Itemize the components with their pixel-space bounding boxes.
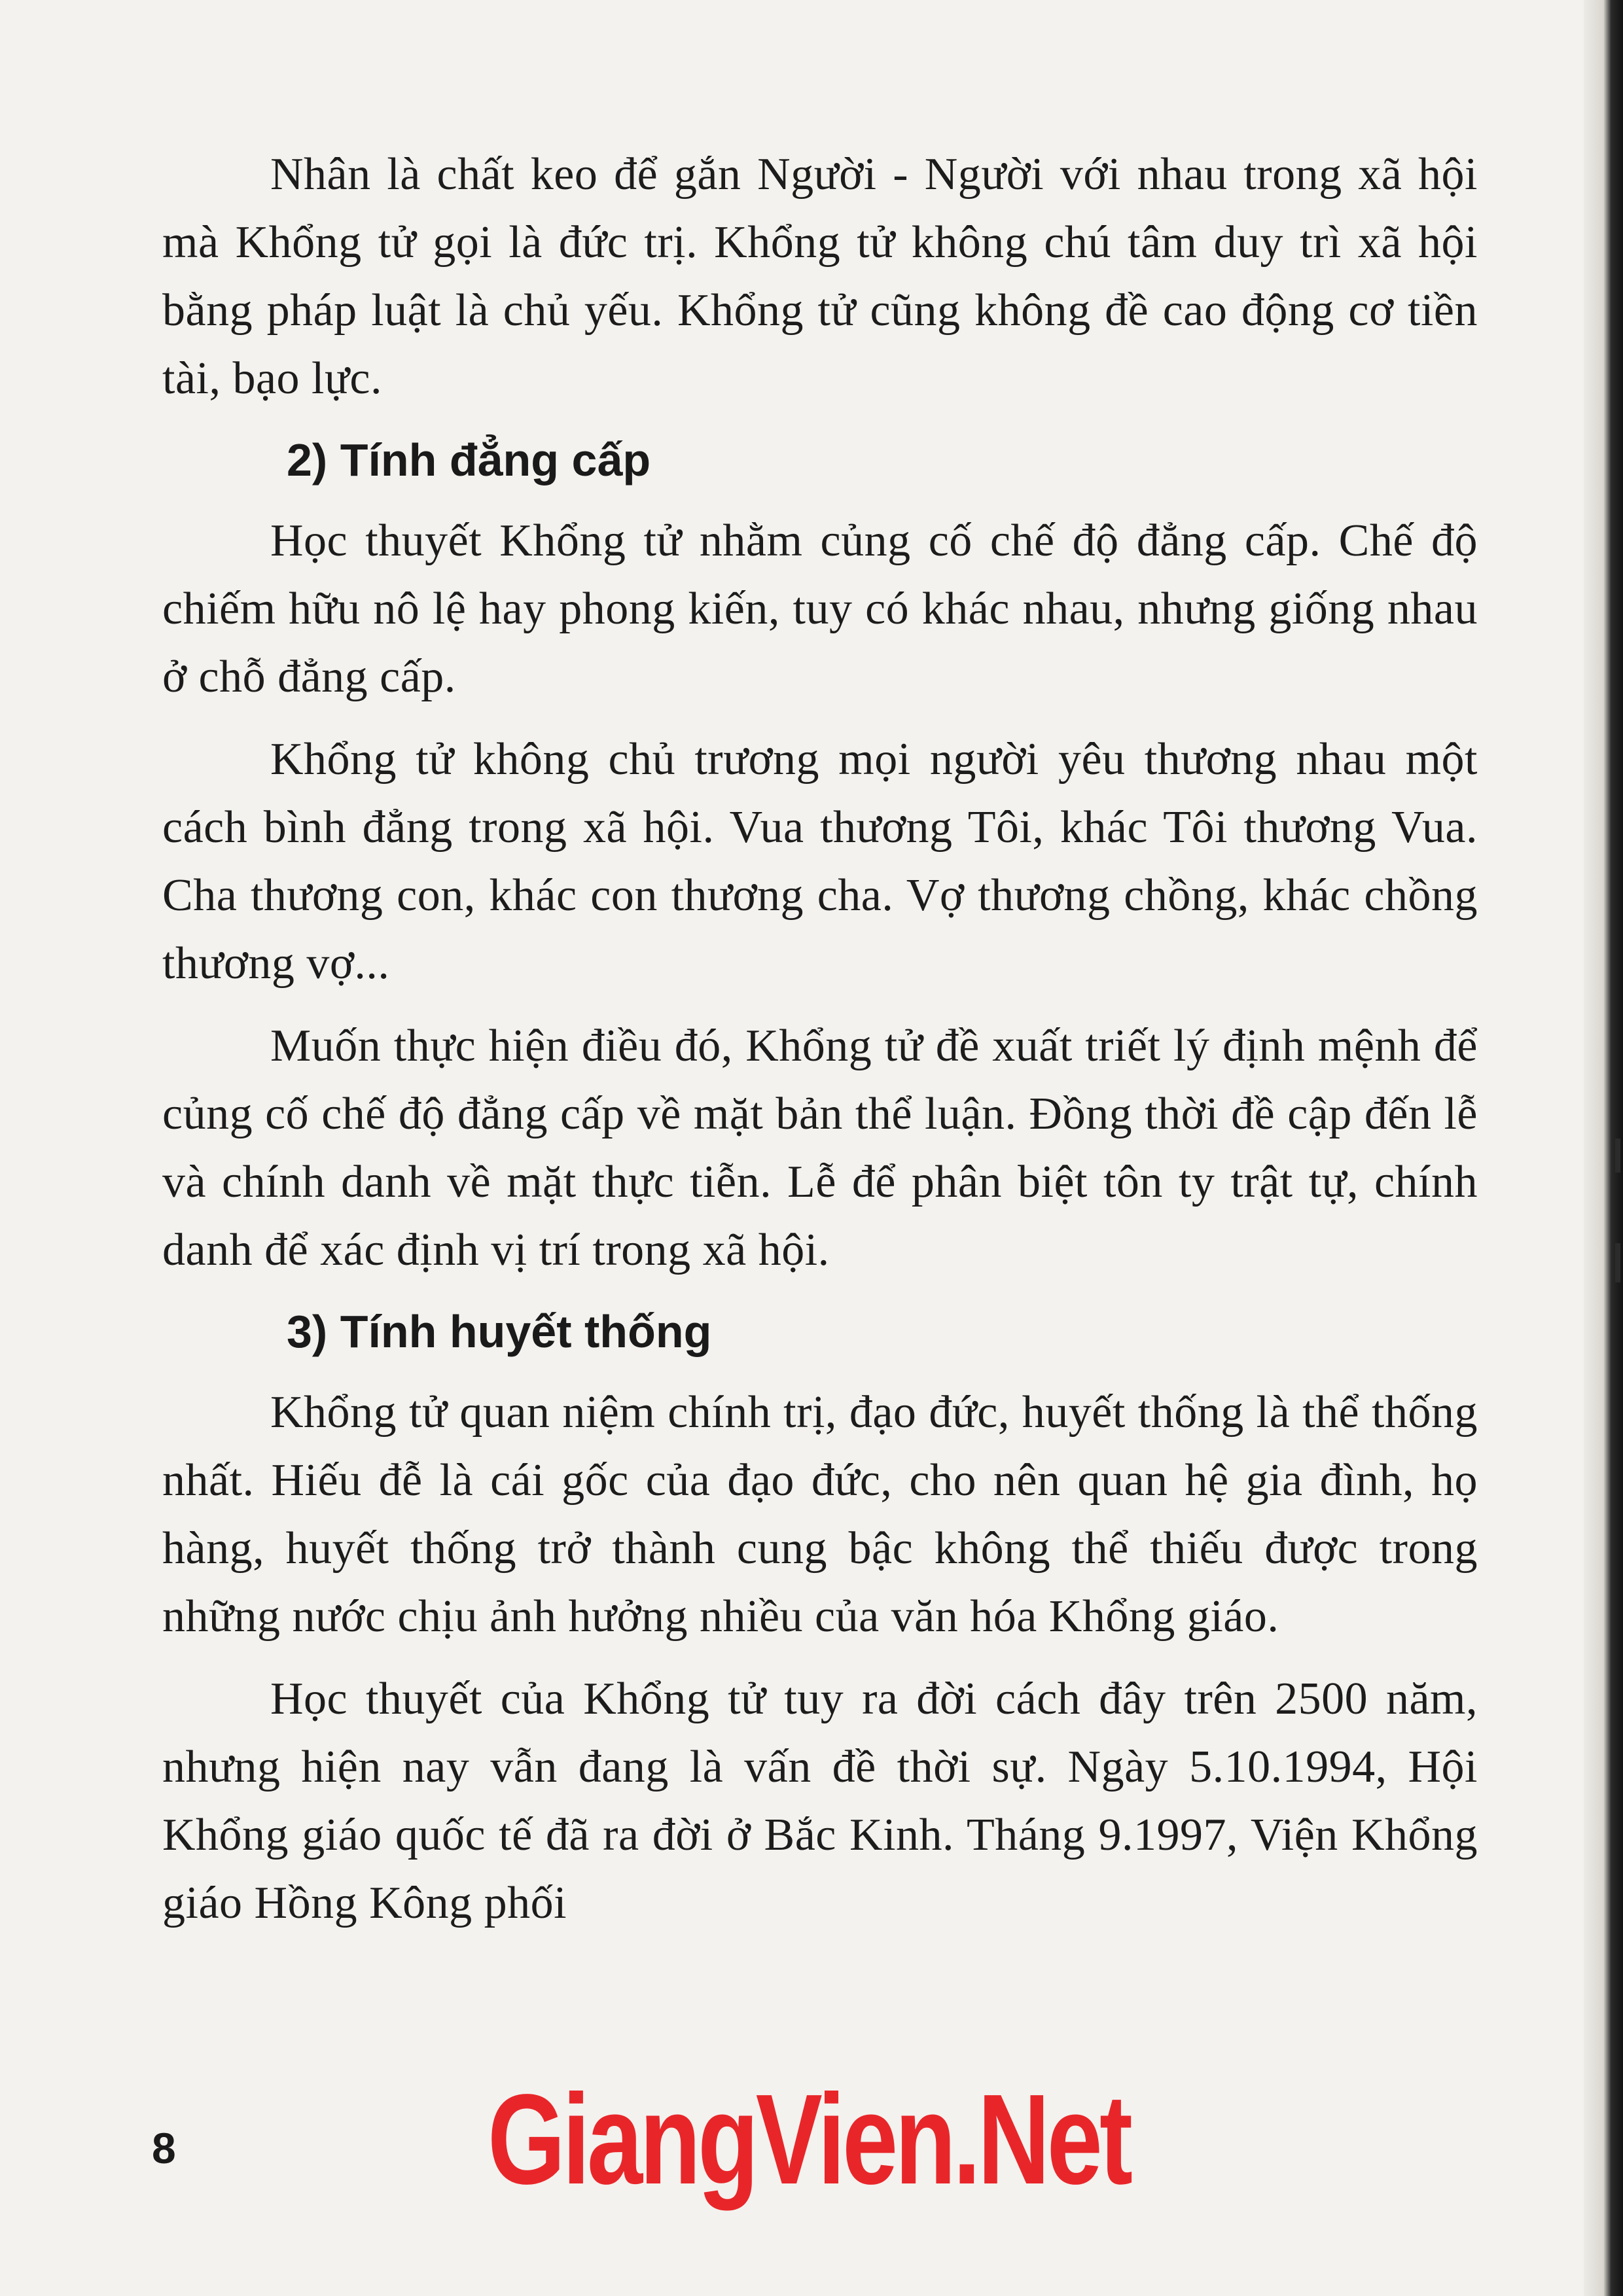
paragraph: Muốn thực hiện điều đó, Khổng tử đề xuất triết lý định mệnh để củng cố chế độ đẳng cấp về mặt bản thể luận. Đồng thời đề cập đến lễ và chính danh về mặt thực tiễn. Lễ để phân biệt tôn ty trật tự, chính danh để xác định vị trí trong xã hội.: [162, 1021, 1478, 1275]
section-heading-3: 3) Tính huyết thống: [287, 1306, 712, 1357]
watermark-logo: GiangVien.Net: [488, 2068, 1130, 2211]
paragraph: Nhân là chất keo để gắn Người - Người với nhau trong xã hội mà Khổng tử gọi là đức trị. Khổng tử không chú tâm duy trì xã hội bằng pháp luật là chủ yếu. Khổng tử cũng không đề cao động cơ tiền tài, bạo lực.: [162, 149, 1478, 404]
section-heading-2: 2) Tính đẳng cấp: [287, 434, 651, 486]
page-content: [162, 141, 1478, 1952]
paragraph: Khổng tử quan niệm chính trị, đạo đức, huyết thống là thể thống nhất. Hiếu đễ là cái gốc của đạo đức, cho nên quan hệ gia đình, họ hàng, huyết thống trở thành cung bậc không thể thiếu được trong những nước chịu ảnh hưởng nhiều của văn hóa Khổng giáo.: [162, 1387, 1478, 1642]
page-edge-shadow: [1584, 0, 1623, 2296]
page-number: 8: [152, 2124, 176, 2172]
edge-mark: [1615, 1243, 1620, 1282]
edge-mark: [1615, 1139, 1620, 1173]
paragraph: Học thuyết của Khổng tử tuy ra đời cách đây trên 2500 năm, nhưng hiện nay vẫn đang là vấn đề thời sự. Ngày 5.10.1994, Hội Khổng giáo quốc tế đã ra đời ở Bắc Kinh. Tháng 9.1997, Viện Khổng giáo Hồng Kông phối: [162, 1674, 1478, 1928]
paragraph: Học thuyết Khổng tử nhằm củng cố chế độ đẳng cấp. Chế độ chiếm hữu nô lệ hay phong kiến, tuy có khác nhau, nhưng giống nhau ở chỗ đẳng cấp.: [162, 516, 1478, 702]
paragraph: Khổng tử không chủ trương mọi người yêu thương nhau một cách bình đẳng trong xã hội. Vua thương Tôi, khác Tôi thương Vua. Cha thương con, khác con thương cha. Vợ thương chồng, khác chồng thương vợ...: [162, 734, 1478, 989]
